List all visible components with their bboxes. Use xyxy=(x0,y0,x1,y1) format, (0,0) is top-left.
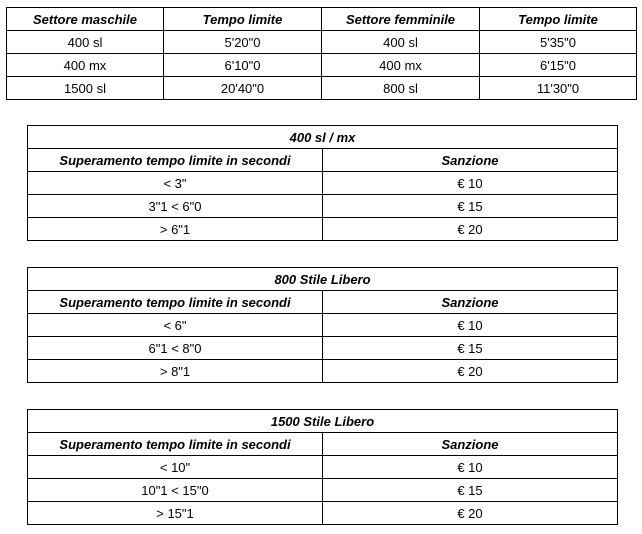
table-cell: 5'35"0 xyxy=(480,31,637,54)
table-cell: 10"1 < 15"0 xyxy=(28,479,323,502)
table-cell: € 10 xyxy=(323,456,618,479)
penalty-table-title: 1500 Stile Libero xyxy=(28,410,618,433)
table-cell: 400 mx xyxy=(322,54,480,77)
table-cell: € 10 xyxy=(323,314,618,337)
column-header-penalty: Sanzione xyxy=(323,433,618,456)
table-cell: 400 sl xyxy=(322,31,480,54)
table-cell: € 20 xyxy=(323,502,618,525)
table-row xyxy=(28,502,618,525)
column-header-penalty: Sanzione xyxy=(323,291,618,314)
table-cell: 5'20"0 xyxy=(164,31,322,54)
penalty-table-800-sl xyxy=(27,267,618,383)
table-cell: 6"1 < 8"0 xyxy=(28,337,323,360)
column-header-male-time-limit: Tempo limite xyxy=(164,8,322,31)
table-cell: > 15"1 xyxy=(28,502,323,525)
table-cell: 3"1 < 6"0 xyxy=(28,195,323,218)
column-header-overtime: Superamento tempo limite in secondi xyxy=(28,433,323,456)
table-cell: 1500 sl xyxy=(7,77,164,100)
table-cell: > 8"1 xyxy=(28,360,323,383)
table-row xyxy=(7,54,637,77)
table-cell: 20'40"0 xyxy=(164,77,322,100)
table-cell: 6'10"0 xyxy=(164,54,322,77)
table-cell: < 6" xyxy=(28,314,323,337)
table-row xyxy=(7,77,637,100)
column-header-female-category: Settore femminile xyxy=(322,8,480,31)
time-limits-table xyxy=(6,7,637,100)
table-row xyxy=(28,337,618,360)
table-cell: € 20 xyxy=(323,360,618,383)
column-header-penalty: Sanzione xyxy=(323,149,618,172)
table-row xyxy=(28,172,618,195)
column-header-male-category: Settore maschile xyxy=(7,8,164,31)
penalty-table-title: 800 Stile Libero xyxy=(28,268,618,291)
table-cell: 400 sl xyxy=(7,31,164,54)
column-header-female-time-limit: Tempo limite xyxy=(480,8,637,31)
table-row xyxy=(28,195,618,218)
penalty-table-title: 400 sl / mx xyxy=(28,126,618,149)
penalty-title-row xyxy=(28,410,618,433)
table-header-row xyxy=(28,149,618,172)
penalty-table-1500-sl xyxy=(27,409,618,525)
table-cell: € 10 xyxy=(323,172,618,195)
table-row xyxy=(28,314,618,337)
table-row xyxy=(28,456,618,479)
table-cell: 6'15"0 xyxy=(480,54,637,77)
table-header-row xyxy=(28,291,618,314)
table-row xyxy=(28,360,618,383)
column-header-overtime: Superamento tempo limite in secondi xyxy=(28,149,323,172)
table-cell: < 10" xyxy=(28,456,323,479)
column-header-overtime: Superamento tempo limite in secondi xyxy=(28,291,323,314)
table-cell: 400 mx xyxy=(7,54,164,77)
table-cell: € 15 xyxy=(323,195,618,218)
table-cell: € 20 xyxy=(323,218,618,241)
table-cell: 800 sl xyxy=(322,77,480,100)
table-row xyxy=(28,218,618,241)
table-cell: < 3" xyxy=(28,172,323,195)
penalty-table-400-sl-mx xyxy=(27,125,618,241)
penalty-title-row xyxy=(28,126,618,149)
table-cell: 11'30"0 xyxy=(480,77,637,100)
table-header-row xyxy=(7,8,637,31)
table-cell: € 15 xyxy=(323,479,618,502)
penalty-title-row xyxy=(28,268,618,291)
table-header-row xyxy=(28,433,618,456)
table-row xyxy=(7,31,637,54)
table-cell: € 15 xyxy=(323,337,618,360)
table-cell: > 6"1 xyxy=(28,218,323,241)
table-row xyxy=(28,479,618,502)
